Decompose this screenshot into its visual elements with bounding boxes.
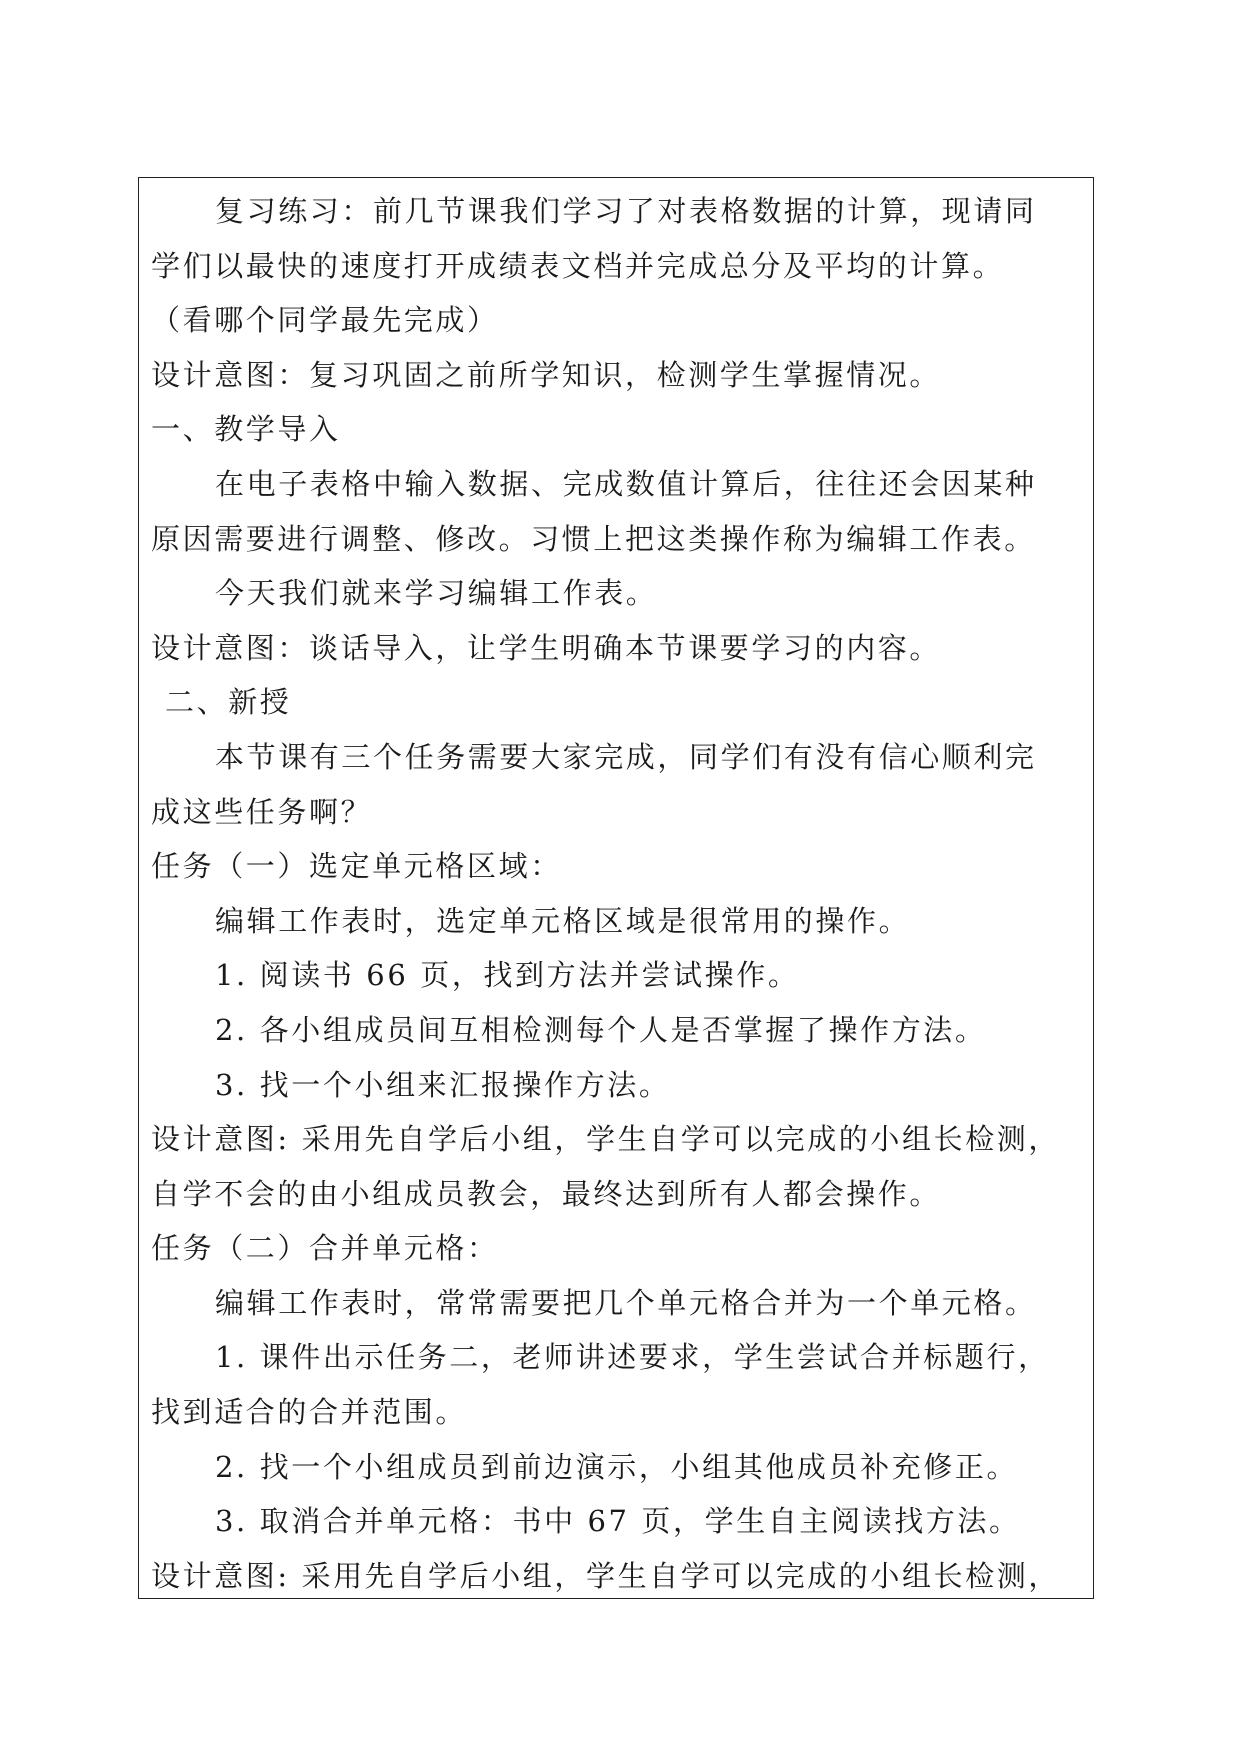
lesson-plan-text: [151, 184, 1087, 1599]
text-line: 复习练习：前几节课我们学习了对表格数据的计算，现请同: [215, 194, 1037, 228]
text-line: 1. 课件出示任务二，老师讲述要求，学生尝试合并标题行，: [215, 1340, 1050, 1375]
text-line: （看哪个同学最先完成）: [151, 303, 499, 338]
text-line: 学们以最快的速度打开成绩表文档并完成总分及平均的计算。: [151, 248, 1005, 283]
text-line: 原因需要进行调整、修改。习惯上把这类操作称为编辑工作表。: [151, 521, 1036, 556]
text-line: 任务（一）选定单元格区域：: [151, 849, 562, 884]
text-line: 一、教学导入: [151, 412, 341, 447]
text-line: 在电子表格中输入数据、完成数值计算后，往往还会因某种: [215, 466, 1037, 501]
text-line: 2. 找一个小组成员到前边演示，小组其他成员补充修正。: [215, 1449, 1019, 1484]
text-line: 成这些任务啊？: [151, 794, 373, 829]
text-line: 编辑工作表时，选定单元格区域是很常用的操作。: [215, 903, 911, 938]
text-line: 设计意图：谈话导入，让学生明确本节课要学习的内容。: [151, 630, 942, 665]
text-line: 3. 取消合并单元格：书中 67 页，学生自主阅读找方法。: [215, 1504, 1021, 1539]
text-line: 找到适合的合并范围。: [151, 1395, 468, 1430]
text-line: 二、新授: [165, 685, 292, 720]
text-line: 设计意图: 采用先自学后小组，学生自学可以完成的小组长检测，: [151, 1558, 1060, 1593]
text-line: 任务（二）合并单元格：: [151, 1231, 499, 1266]
text-line: 自学不会的由小组成员教会，最终达到所有人都会操作。: [151, 1176, 942, 1211]
text-line: 今天我们就来学习编辑工作表。: [215, 576, 658, 611]
lesson-plan-table-cell: [138, 177, 1094, 1599]
text-line: 2. 各小组成员间互相检测每个人是否掌握了操作方法。: [215, 1012, 987, 1047]
text-line: 3. 找一个小组来汇报操作方法。: [215, 1067, 671, 1102]
text-line: 编辑工作表时，常常需要把几个单元格合并为一个单元格。: [215, 1285, 1037, 1320]
text-line: 1. 阅读书 66 页，找到方法并尝试操作。: [215, 958, 800, 993]
text-line: 本节课有三个任务需要大家完成，同学们有没有信心顺利完: [215, 739, 1037, 774]
text-line: 设计意图: 采用先自学后小组，学生自学可以完成的小组长检测，: [151, 1122, 1060, 1157]
text-line: 设计意图：复习巩固之前所学知识，检测学生掌握情况。: [151, 357, 942, 392]
